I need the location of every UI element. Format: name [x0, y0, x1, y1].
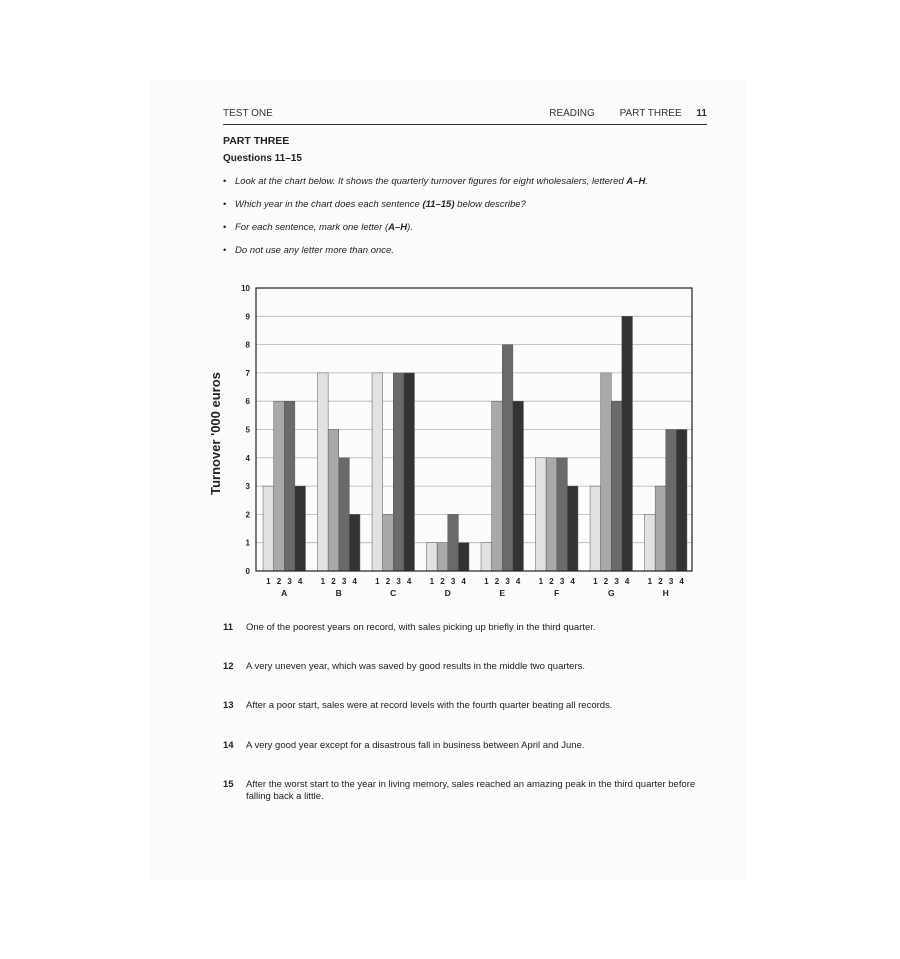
bar-f-q4: [567, 486, 578, 571]
quarter-label: 2: [658, 577, 663, 586]
instruction-text: For each sentence, mark one letter (: [235, 222, 389, 233]
bar-a-q4: [295, 486, 306, 571]
group-label-a: A: [281, 588, 288, 598]
y-tick-label: 10: [241, 284, 250, 293]
bar-h-q2: [655, 486, 666, 571]
quarter-label: 1: [484, 577, 489, 586]
quarter-label: 2: [603, 577, 609, 586]
group-label-g: G: [607, 588, 615, 598]
bar-a-q3: [284, 401, 295, 571]
group-label-b: B: [335, 588, 342, 598]
bar-h-q4: [676, 430, 687, 572]
bar-c-q1: [372, 373, 383, 571]
group-label-h: H: [662, 588, 669, 598]
instruction-bold: A–H: [388, 222, 408, 233]
chart-bars: [263, 316, 687, 571]
quarter-label: 4: [352, 577, 357, 586]
bar-h-q3: [666, 430, 677, 572]
quarter-label: 3: [396, 577, 401, 586]
quarter-label: 4: [406, 577, 412, 586]
bar-d-q1: [427, 543, 438, 571]
bar-g-q3: [611, 401, 622, 571]
instruction-bold: A–H: [626, 176, 646, 187]
quarter-label: 2: [549, 577, 554, 586]
x-tick-labels: [266, 577, 684, 598]
bar-d-q4: [458, 543, 469, 571]
quarter-label: 2: [331, 577, 336, 586]
y-tick-label: 8: [245, 340, 250, 350]
bar-g-q2: [601, 373, 612, 571]
y-tick-label: 6: [245, 397, 250, 407]
quarter-label: 2: [276, 577, 282, 586]
bar-b-q1: [318, 373, 329, 571]
quarter-label: 3: [559, 577, 565, 586]
group-label-e: E: [499, 588, 506, 598]
bar-e-q3: [502, 345, 513, 571]
bar-a-q1: [263, 486, 274, 571]
bar-e-q1: [481, 543, 492, 571]
quarter-label: 1: [266, 577, 271, 586]
instruction-text: Look at the chart below. It shows the quarterly turnover figures for eight wholesalers, lettered: [235, 176, 627, 187]
question-text: After a poor start, sales were at record levels with the fourth quarter beating all records.: [246, 700, 613, 711]
bar-g-q1: [590, 486, 601, 571]
quarter-label: 4: [679, 577, 684, 586]
quarter-label: 4: [297, 577, 303, 586]
question-number: 15: [223, 779, 234, 790]
header-section: READING: [549, 108, 595, 119]
y-tick-label: 7: [245, 368, 250, 378]
bar-d-q3: [448, 514, 459, 571]
bar-f-q3: [557, 458, 568, 571]
quarter-label: 1: [647, 577, 653, 586]
quarter-label: 4: [570, 577, 575, 586]
quarter-label: 1: [320, 577, 326, 586]
bar-e-q2: [492, 401, 503, 571]
quarter-label: 3: [614, 577, 619, 586]
instruction-item: [223, 245, 703, 268]
instruction-item: [223, 222, 703, 245]
quarter-label: 3: [668, 577, 674, 586]
instruction-item: [223, 199, 703, 222]
quarter-label: 3: [505, 577, 510, 586]
quarter-label: 2: [440, 577, 445, 586]
quarter-label: 1: [538, 577, 544, 586]
bar-e-q4: [513, 401, 524, 571]
quarter-label: 1: [429, 577, 435, 586]
instruction-text-end: .: [645, 176, 648, 187]
bar-d-q2: [437, 543, 448, 571]
bar-c-q2: [383, 514, 394, 571]
y-tick-labels: [241, 284, 250, 576]
question-text: After the worst start to the year in living memory, sales reached an amazing peak in the third quarter before falling back a little.: [246, 779, 696, 802]
header-test-label: TEST ONE: [223, 108, 273, 119]
question-number: 12: [223, 661, 234, 672]
quarter-label: 4: [515, 577, 521, 586]
y-tick-label: 5: [245, 425, 250, 435]
page-header: [223, 108, 707, 125]
question-number: 11: [223, 622, 234, 633]
questions-label: Questions 11–15: [223, 153, 302, 164]
quarter-label: 3: [341, 577, 347, 586]
bar-b-q4: [349, 514, 360, 571]
group-label-f: F: [554, 588, 560, 598]
quarter-label: 1: [593, 577, 598, 586]
y-axis-label: Turnover '000 euros: [208, 372, 223, 495]
page-number: 11: [696, 108, 707, 119]
bar-c-q3: [393, 373, 404, 571]
bar-g-q4: [622, 316, 633, 571]
turnover-bar-chart: [200, 278, 700, 608]
header-part: PART THREE: [619, 108, 682, 119]
question-text: A very good year except for a disastrous fall in business between April and June.: [246, 740, 585, 751]
question-text: One of the poorest years on record, with sales picking up briefly in the third quarter.: [246, 622, 596, 633]
bar-c-q4: [404, 373, 415, 571]
question-number: 13: [223, 700, 234, 711]
instruction-text-end: ).: [407, 222, 413, 233]
part-title: PART THREE: [223, 135, 290, 147]
quarter-label: 4: [624, 577, 630, 586]
y-tick-label: 4: [245, 453, 250, 463]
y-tick-label: 9: [245, 312, 250, 322]
y-tick-label: 3: [245, 482, 250, 492]
quarter-label: 2: [494, 577, 500, 586]
instructions-list: [223, 176, 703, 268]
instruction-bold: (11–15): [422, 199, 455, 210]
quarter-label: 2: [385, 577, 391, 586]
quarter-label: 3: [450, 577, 456, 586]
header-right: [527, 108, 707, 119]
quarter-label: 3: [287, 577, 292, 586]
instruction-text: Which year in the chart does each sentence: [235, 199, 423, 210]
group-label-c: C: [390, 588, 397, 598]
question-number: 14: [223, 740, 234, 751]
quarter-label: 1: [375, 577, 380, 586]
y-tick-label: 2: [245, 510, 250, 520]
instruction-text: Do not use any letter more than once.: [235, 245, 394, 256]
bar-b-q2: [328, 430, 339, 572]
instruction-item: [223, 176, 703, 199]
group-label-d: D: [444, 588, 451, 598]
y-tick-label: 0: [245, 567, 250, 576]
instruction-text-end: below describe?: [454, 199, 526, 210]
y-tick-label: 1: [245, 538, 250, 548]
quarter-label: 4: [461, 577, 466, 586]
bar-a-q2: [274, 401, 285, 571]
bar-h-q1: [645, 514, 656, 571]
bar-f-q2: [546, 458, 557, 571]
bar-b-q3: [339, 458, 350, 571]
question-text: A very uneven year, which was saved by good results in the middle two quarters.: [246, 661, 586, 672]
bar-f-q1: [536, 458, 547, 571]
